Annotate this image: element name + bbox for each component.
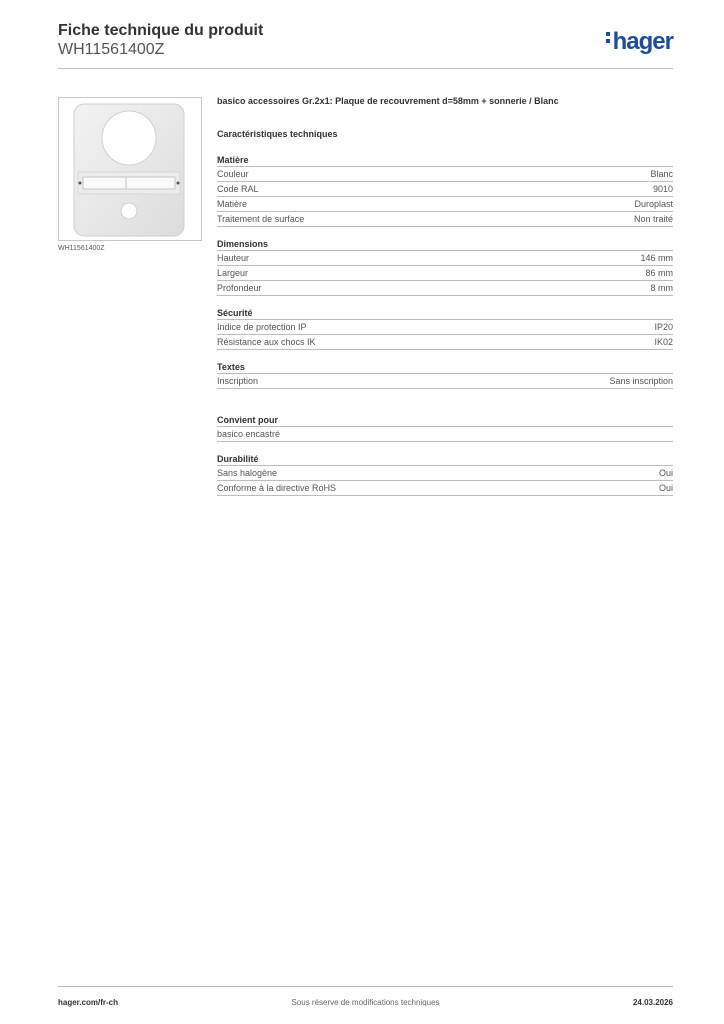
spec-label: Code RAL: [217, 184, 259, 194]
product-code: WH11561400Z: [58, 41, 165, 58]
section-durabilite: [217, 452, 673, 496]
spec-label: Traitement de surface: [217, 214, 305, 224]
footer-divider: [58, 986, 673, 987]
image-caption: WH11561400Z: [58, 245, 105, 252]
section-textes: [217, 360, 673, 389]
spec-label: Hauteur: [217, 253, 250, 263]
spec-label: Conforme à la directive RoHS: [217, 483, 337, 493]
section-title: Durabilité: [217, 452, 673, 466]
spec-label: basico encastré: [217, 429, 281, 439]
section-dimensions: [217, 237, 673, 296]
spec-row: [217, 182, 673, 197]
spec-row: [217, 335, 673, 350]
section-convient: [217, 413, 673, 442]
section-heading-technical: Caractéristiques techniques: [217, 129, 338, 139]
spec-row: [217, 466, 673, 481]
spec-value: Oui: [658, 468, 673, 478]
cover-plate-icon: [59, 98, 201, 240]
spec-value: 86 mm: [645, 268, 673, 278]
section-title: Convient pour: [217, 413, 673, 427]
spec-label: Matière: [217, 199, 248, 209]
spec-label: Couleur: [217, 169, 249, 179]
footer-website: hager.com/fr-ch: [58, 998, 119, 1007]
spec-row: [217, 281, 673, 296]
spec-row: [217, 212, 673, 227]
spec-value: Non traité: [633, 214, 673, 224]
section-title: Sécurité: [217, 306, 673, 320]
spec-value: Oui: [658, 483, 673, 493]
spec-label: Largeur: [217, 268, 249, 278]
hager-logo: [606, 28, 673, 56]
footer-notice: Sous réserve de modifications techniques: [291, 998, 440, 1007]
spec-value: Duroplast: [634, 199, 673, 209]
spec-value: IP20: [654, 322, 673, 332]
logo-text: hager: [612, 28, 673, 55]
header-divider: [58, 68, 673, 69]
spec-row: [217, 320, 673, 335]
spec-value: 146 mm: [640, 253, 673, 263]
spec-row: [217, 197, 673, 212]
page-header: [58, 22, 673, 70]
spec-row: [217, 427, 673, 442]
section-title: Matière: [217, 153, 673, 167]
spec-row: [217, 481, 673, 496]
spec-value: 9010: [652, 184, 673, 194]
spec-label: Profondeur: [217, 283, 262, 293]
section-securite: [217, 306, 673, 350]
product-image: [58, 97, 202, 241]
spec-row: [217, 167, 673, 182]
section-title: Textes: [217, 360, 673, 374]
product-details: [217, 96, 673, 496]
spec-label: Indice de protection IP: [217, 322, 307, 332]
logo-dots-icon: [606, 29, 611, 46]
spec-value: Sans inscription: [609, 376, 673, 386]
spec-label: Sans halogène: [217, 468, 278, 478]
spec-value: IK02: [654, 337, 673, 347]
spec-label: Résistance aux chocs IK: [217, 337, 316, 347]
spec-value: 8 mm: [650, 283, 673, 293]
spec-row: [217, 266, 673, 281]
footer-date: 24.03.2026: [632, 998, 673, 1007]
product-name: basico accessoires Gr.2x1: Plaque de recouvrement d=58mm + sonnerie / Blanc: [217, 96, 559, 106]
document-title: Fiche technique du produit: [58, 22, 264, 39]
spec-row: [217, 374, 673, 389]
section-title: Dimensions: [217, 237, 673, 251]
spec-label: Inscription: [217, 376, 259, 386]
spec-row: [217, 251, 673, 266]
page-footer: [58, 986, 673, 1010]
section-matiere: [217, 153, 673, 227]
spacer: [217, 389, 673, 403]
spec-value: Blanc: [650, 169, 673, 179]
